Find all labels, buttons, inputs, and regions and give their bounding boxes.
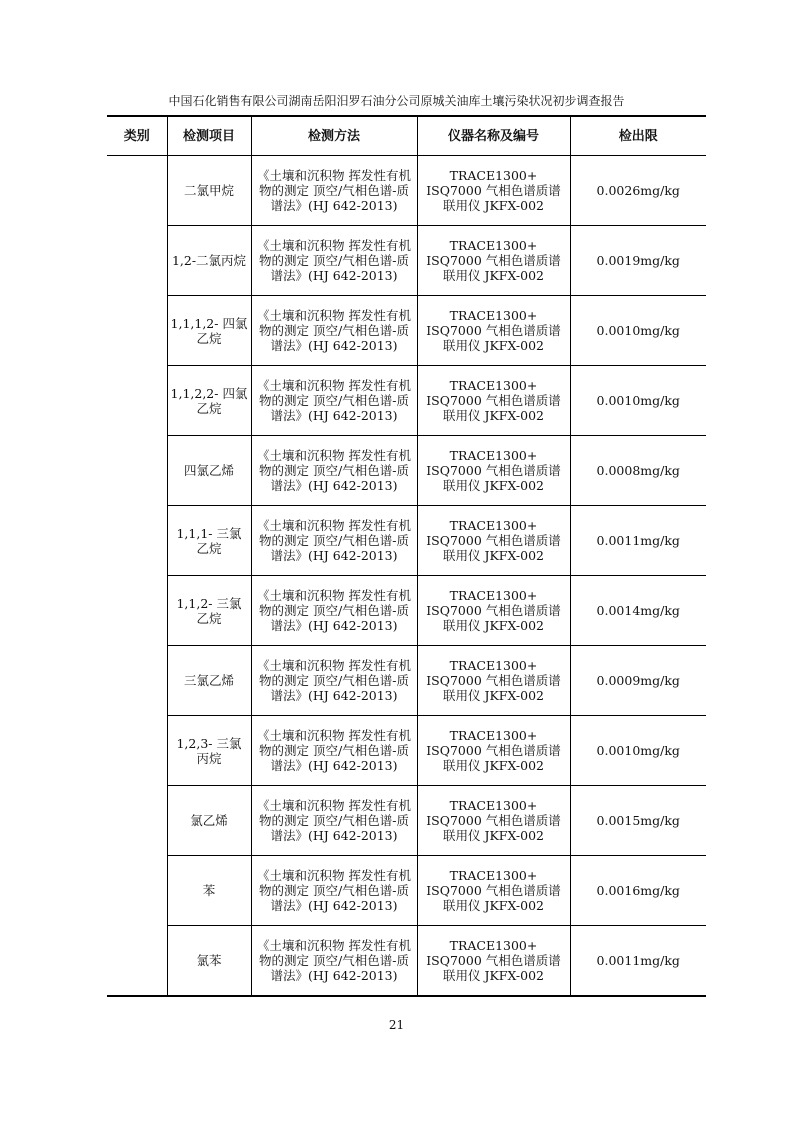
instrument-cell: TRACE1300+ ISQ7000 气相色谱质谱联用仪 JKFX-002	[417, 716, 570, 786]
method-cell: 《土壤和沉积物 挥发性有机物的测定 顶空/气相色谱-质谱法》(HJ 642-2013)	[251, 786, 417, 856]
item-cell: 二氯甲烷	[167, 156, 251, 226]
table-body	[107, 156, 706, 996]
instrument-cell: TRACE1300+ ISQ7000 气相色谱质谱联用仪 JKFX-002	[417, 226, 570, 296]
method-cell: 《土壤和沉积物 挥发性有机物的测定 顶空/气相色谱-质谱法》(HJ 642-2013)	[251, 506, 417, 576]
category-cell	[107, 366, 167, 436]
item-cell: 四氯乙烯	[167, 436, 251, 506]
limit-cell: 0.0011mg/kg	[570, 926, 706, 996]
item-cell: 苯	[167, 856, 251, 926]
category-cell	[107, 786, 167, 856]
item-cell: 1,1,1- 三氯乙烷	[167, 506, 251, 576]
table-row	[107, 156, 706, 226]
instrument-cell: TRACE1300+ ISQ7000 气相色谱质谱联用仪 JKFX-002	[417, 296, 570, 366]
method-cell: 《土壤和沉积物 挥发性有机物的测定 顶空/气相色谱-质谱法》(HJ 642-2013)	[251, 366, 417, 436]
limit-cell: 0.0010mg/kg	[570, 716, 706, 786]
instrument-cell: TRACE1300+ ISQ7000 气相色谱质谱联用仪 JKFX-002	[417, 436, 570, 506]
item-cell: 1,2,3- 三氯丙烷	[167, 716, 251, 786]
limit-cell: 0.0009mg/kg	[570, 646, 706, 716]
category-cell	[107, 436, 167, 506]
instrument-cell: TRACE1300+ ISQ7000 气相色谱质谱联用仪 JKFX-002	[417, 506, 570, 576]
category-cell	[107, 926, 167, 996]
column-header-method: 检测方法	[251, 116, 417, 156]
instrument-cell: TRACE1300+ ISQ7000 气相色谱质谱联用仪 JKFX-002	[417, 156, 570, 226]
item-cell: 1,1,1,2- 四氯乙烷	[167, 296, 251, 366]
limit-cell: 0.0016mg/kg	[570, 856, 706, 926]
method-cell: 《土壤和沉积物 挥发性有机物的测定 顶空/气相色谱-质谱法》(HJ 642-2013)	[251, 716, 417, 786]
limit-cell: 0.0010mg/kg	[570, 366, 706, 436]
category-cell	[107, 296, 167, 366]
limit-cell: 0.0011mg/kg	[570, 506, 706, 576]
method-cell: 《土壤和沉积物 挥发性有机物的测定 顶空/气相色谱-质谱法》(HJ 642-2013)	[251, 856, 417, 926]
detection-methods-table	[107, 115, 706, 997]
method-cell: 《土壤和沉积物 挥发性有机物的测定 顶空/气相色谱-质谱法》(HJ 642-2013)	[251, 646, 417, 716]
item-cell: 1,2-二氯丙烷	[167, 226, 251, 296]
instrument-cell: TRACE1300+ ISQ7000 气相色谱质谱联用仪 JKFX-002	[417, 576, 570, 646]
limit-cell: 0.0010mg/kg	[570, 296, 706, 366]
instrument-cell: TRACE1300+ ISQ7000 气相色谱质谱联用仪 JKFX-002	[417, 926, 570, 996]
method-cell: 《土壤和沉积物 挥发性有机物的测定 顶空/气相色谱-质谱法》(HJ 642-2013)	[251, 226, 417, 296]
table-header-row	[107, 116, 706, 156]
column-header-limit: 检出限	[570, 116, 706, 156]
page-number: 21	[388, 1018, 405, 1032]
method-cell: 《土壤和沉积物 挥发性有机物的测定 顶空/气相色谱-质谱法》(HJ 642-2013)	[251, 296, 417, 366]
item-cell: 氯苯	[167, 926, 251, 996]
category-cell	[107, 576, 167, 646]
item-cell: 1,1,2- 三氯乙烷	[167, 576, 251, 646]
table-row	[107, 786, 706, 856]
table-row	[107, 506, 706, 576]
limit-cell: 0.0019mg/kg	[570, 226, 706, 296]
page-header: 中国石化销售有限公司湖南岳阳汨罗石油分公司原城关油库土壤污染状况初步调查报告	[168, 94, 625, 108]
method-cell: 《土壤和沉积物 挥发性有机物的测定 顶空/气相色谱-质谱法》(HJ 642-2013)	[251, 156, 417, 226]
table-row	[107, 716, 706, 786]
column-header-category: 类别	[107, 116, 167, 156]
limit-cell: 0.0015mg/kg	[570, 786, 706, 856]
table-row	[107, 436, 706, 506]
category-cell	[107, 156, 167, 226]
table-row	[107, 856, 706, 926]
limit-cell: 0.0008mg/kg	[570, 436, 706, 506]
table-row	[107, 366, 706, 436]
limit-cell: 0.0014mg/kg	[570, 576, 706, 646]
table-row	[107, 646, 706, 716]
table-row	[107, 576, 706, 646]
method-cell: 《土壤和沉积物 挥发性有机物的测定 顶空/气相色谱-质谱法》(HJ 642-2013)	[251, 926, 417, 996]
table-row	[107, 296, 706, 366]
instrument-cell: TRACE1300+ ISQ7000 气相色谱质谱联用仪 JKFX-002	[417, 786, 570, 856]
category-cell	[107, 716, 167, 786]
method-cell: 《土壤和沉积物 挥发性有机物的测定 顶空/气相色谱-质谱法》(HJ 642-2013)	[251, 576, 417, 646]
table-row	[107, 926, 706, 996]
instrument-cell: TRACE1300+ ISQ7000 气相色谱质谱联用仪 JKFX-002	[417, 646, 570, 716]
category-cell	[107, 856, 167, 926]
item-cell: 1,1,2,2- 四氯乙烷	[167, 366, 251, 436]
column-header-instrument: 仪器名称及编号	[417, 116, 570, 156]
instrument-cell: TRACE1300+ ISQ7000 气相色谱质谱联用仪 JKFX-002	[417, 366, 570, 436]
table-row	[107, 226, 706, 296]
item-cell: 氯乙烯	[167, 786, 251, 856]
method-cell: 《土壤和沉积物 挥发性有机物的测定 顶空/气相色谱-质谱法》(HJ 642-2013)	[251, 436, 417, 506]
column-header-item: 检测项目	[167, 116, 251, 156]
limit-cell: 0.0026mg/kg	[570, 156, 706, 226]
instrument-cell: TRACE1300+ ISQ7000 气相色谱质谱联用仪 JKFX-002	[417, 856, 570, 926]
category-cell	[107, 506, 167, 576]
item-cell: 三氯乙烯	[167, 646, 251, 716]
category-cell	[107, 646, 167, 716]
category-cell	[107, 226, 167, 296]
